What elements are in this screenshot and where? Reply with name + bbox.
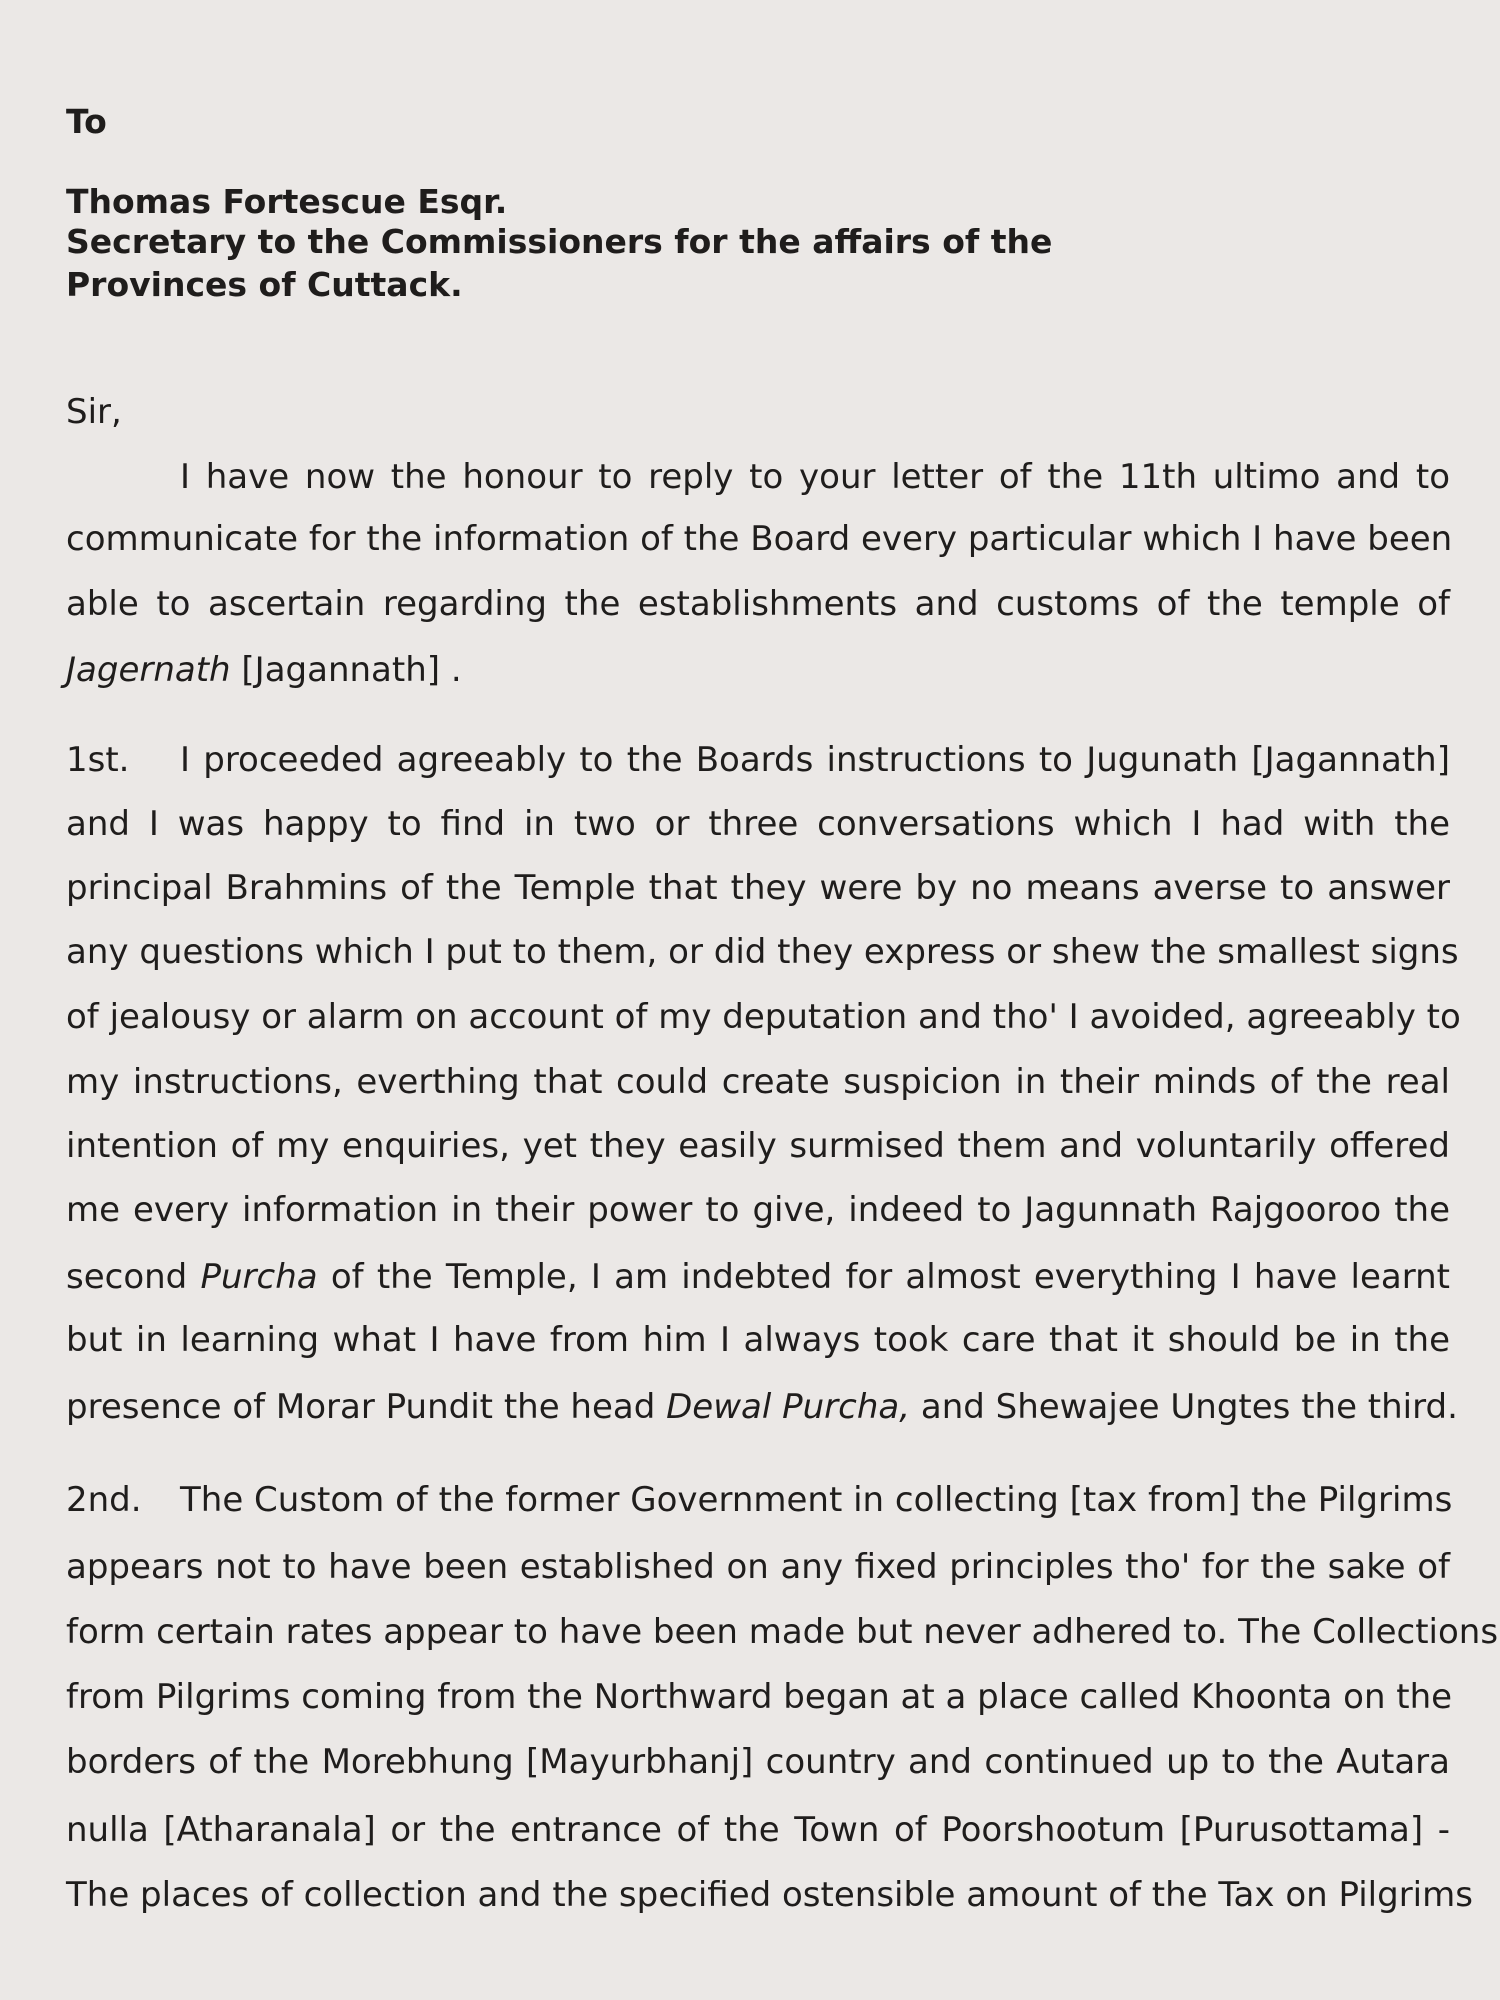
para1-line-10: but in learning what I have from him I always took care that it should be in the <box>66 1320 1450 1360</box>
temple-name-gloss: [Jagannath] . <box>230 650 462 690</box>
para1-number: 1st. <box>66 740 130 780</box>
intro-line-1: I have now the honour to reply to your letter of the 11th ultimo and to <box>180 457 1450 497</box>
para1-line-2: and I was happy to find in two or three conversations which I had with the <box>66 804 1450 844</box>
para2-line-5: borders of the Morebhung [Mayurbhanj] country and continued up to the Autara <box>66 1742 1450 1782</box>
recipient-name: Thomas Fortescue Esqr. <box>66 182 508 221</box>
intro-line-2: communicate for the information of the Board every particular which I have been <box>66 519 1453 559</box>
para1-line-6: my instructions, everthing that could create suspicion in their minds of the real <box>66 1062 1450 1102</box>
para1-line-11-a: presence of Morar Pundit the head <box>66 1387 667 1427</box>
para2-line-2: appears not to have been established on any fixed principles tho' for the sake of <box>66 1547 1450 1587</box>
para2-number: 2nd. <box>66 1480 142 1520</box>
para1-line-9-a: second <box>66 1257 201 1297</box>
recipient-title-line-1: Secretary to the Commissioners for the affairs of the <box>66 222 1053 261</box>
para1-line-8: me every information in their power to give, indeed to Jagunnath Rajgooroo the <box>66 1190 1450 1230</box>
recipient-title-line-2: Provinces of Cuttack. <box>66 265 463 304</box>
para2-line-3: form certain rates appear to have been made but never adhered to. The Collections <box>66 1612 1499 1652</box>
dewal-purcha-italic: Dewal Purcha, <box>666 1387 911 1427</box>
para1-line-7: intention of my enquiries, yet they easily surmised them and voluntarily offered <box>66 1126 1450 1166</box>
para1-line-4: any questions which I put to them, or did they express or shew the smallest signs <box>66 932 1459 972</box>
para2-line-7: The places of collection and the specified ostensible amount of the Tax on Pilgrims <box>66 1875 1473 1915</box>
temple-name-italic: Jagernath <box>66 650 231 690</box>
para1-line-1-text: I proceeded agreeably to the Boards instructions to Jugunath [Jagannath] <box>180 740 1450 780</box>
para1-line-11-b: and Shewajee Ungtes the third. <box>910 1387 1458 1427</box>
para1-line-9-b: of the Temple, I am indebted for almost everything I have learnt <box>317 1257 1450 1297</box>
para2-line-6: nulla [Atharanala] or the entrance of the Town of Poorshootum [Purusottama] - <box>66 1810 1450 1850</box>
intro-line-3: able to ascertain regarding the establishments and customs of the temple of <box>66 584 1450 624</box>
para2-line-1 <box>66 1478 1453 1522</box>
para1-line-11 <box>66 1385 1458 1429</box>
para1-line-1 <box>66 738 1450 782</box>
purcha-italic: Purcha <box>200 1257 318 1297</box>
para1-line-9 <box>66 1255 1450 1299</box>
para1-line-3: principal Brahmins of the Temple that they were by no means averse to answer <box>66 868 1450 908</box>
intro-line-4 <box>66 648 1450 692</box>
para2-line-4: from Pilgrims coming from the Northward began at a place called Khoonta on the <box>66 1677 1453 1717</box>
salutation: Sir, <box>66 392 122 432</box>
para2-line-1-text: The Custom of the former Government in collecting [tax from] the Pilgrims <box>180 1480 1453 1520</box>
address-to: To <box>66 102 107 141</box>
para1-line-5: of jealousy or alarm on account of my deputation and tho' I avoided, agreeably to <box>66 997 1461 1037</box>
